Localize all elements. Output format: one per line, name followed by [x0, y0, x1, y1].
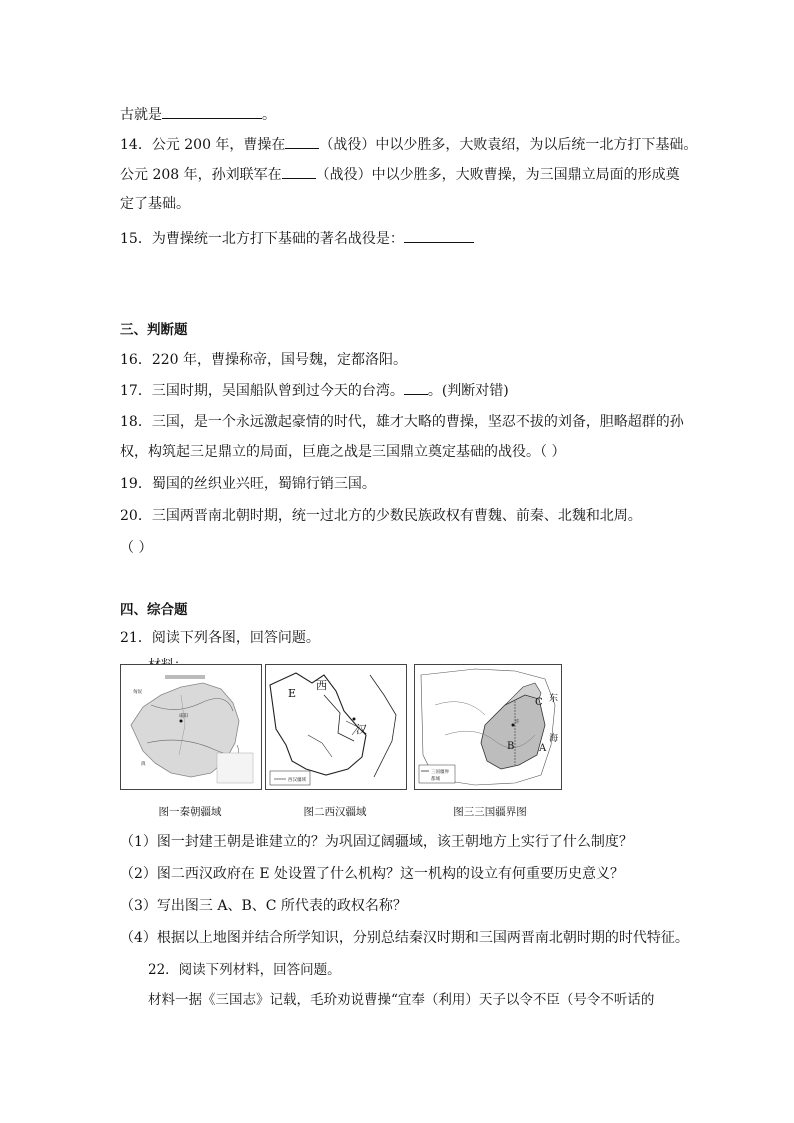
answer-blank[interactable] [285, 134, 319, 149]
map2-label-han: 汉 [356, 723, 367, 736]
map-three-kingdoms [414, 664, 562, 790]
map2-label-xi: 西 [316, 679, 327, 692]
q15: 15．为曹操统一北方打下基础的著名战役是： [120, 228, 474, 249]
qin-map-drawing [121, 665, 261, 789]
q21-intro: 21．阅读下列各图，回答问题。 [120, 630, 320, 646]
answer-blank[interactable] [404, 228, 474, 243]
section-title-comprehensive: 四、综合题 [120, 602, 188, 618]
q18-line2: 权，构筑起三足鼎立的局面，巨鹿之战是三国鼎立奠定基础的战役。（ ） [120, 444, 566, 460]
q17: 17．三国时期，吴国船队曾到过今天的台湾。 。(判断对错) [120, 380, 509, 401]
map-figures [120, 664, 562, 824]
svg-text:匈奴: 匈奴 [133, 690, 142, 695]
three-kingdoms-map-drawing [415, 665, 561, 789]
q22-material1: 材料一据《三国志》记载，毛玠劝说曹操“宜奉（利用）天子以令不臣（号令不听话的 [148, 992, 655, 1008]
map1-caption: 图一秦朝疆域 [158, 806, 222, 818]
answer-blank[interactable] [404, 380, 428, 395]
q20-line1: 20．三国两晋南北朝时期，统一过北方的少数民族政权有曹魏、前秦、北魏和北周。 [120, 508, 642, 524]
western-han-map-drawing [266, 665, 406, 789]
q13-tail: 古就是 。 [120, 104, 276, 125]
svg-text:咸阳: 咸阳 [179, 714, 188, 719]
map2-label-e: E [288, 687, 297, 700]
answer-blank[interactable] [162, 104, 262, 119]
q16: 16．220 年，曹操称帝，国号魏，定都洛阳。 [120, 352, 407, 368]
map3-label-dong: 东 [549, 694, 559, 704]
q22-intro: 22．阅读下列材料，回答问题。 [148, 962, 341, 978]
map3-label-c: C [535, 697, 543, 708]
q14-line3: 定了基础。 [120, 196, 190, 212]
q19: 19．蜀国的丝织业兴旺，蜀锦行销三国。 [120, 476, 376, 492]
q20-line2: （ ） [120, 540, 153, 556]
map-western-han [265, 664, 407, 790]
map3-label-a: A [539, 743, 547, 754]
map2-caption: 图二西汉疆域 [303, 806, 367, 818]
map-qin-dynasty [120, 664, 262, 790]
q18-line1: 18．三国，是一个永远激起豪情的时代，雄才大略的曹操，坚忍不拔的刘备，胆略超群的孙 [120, 414, 684, 430]
svg-text:滇: 滇 [141, 762, 146, 767]
q21-sub4: （4）根据以上地图并结合所学知识，分别总结秦汉时期和三国两晋南北朝时期的时代特征。 [120, 930, 689, 946]
q14-line1: 14．公元 200 年，曹操在 （战役）中以少胜多，大败袁绍，为以后统一北方打下基础。 [120, 134, 697, 155]
q14-line2: 公元 208 年，孙刘联军在 （战役）中以少胜多，大败曹操，为三国鼎立局面的形成奠 [120, 164, 680, 185]
svg-text:西汉疆域: 西汉疆域 [288, 778, 306, 783]
q21-sub1: （1）图一封建王朝是谁建立的？为巩固辽阔疆域，该王朝地方上实行了什么制度？ [120, 834, 633, 850]
q21-sub2: （2）图二西汉政府在 E 处设置了什么机构？这一机构的设立有何重要历史意义？ [120, 866, 625, 882]
q21-sub3: （3）写出图三 A、B、C 所代表的政权名称？ [120, 898, 407, 914]
section-title-judgement: 三、判断题 [120, 322, 188, 338]
map3-label-hai: 海 [549, 734, 559, 744]
svg-text:都城: 都城 [431, 777, 440, 782]
map3-label-xu: 许 [515, 720, 520, 725]
answer-blank[interactable] [282, 164, 316, 179]
map3-label-b: B [507, 741, 515, 752]
svg-text:三国疆界: 三国疆界 [431, 770, 449, 775]
map3-caption: 图三三国疆界图 [453, 806, 527, 818]
